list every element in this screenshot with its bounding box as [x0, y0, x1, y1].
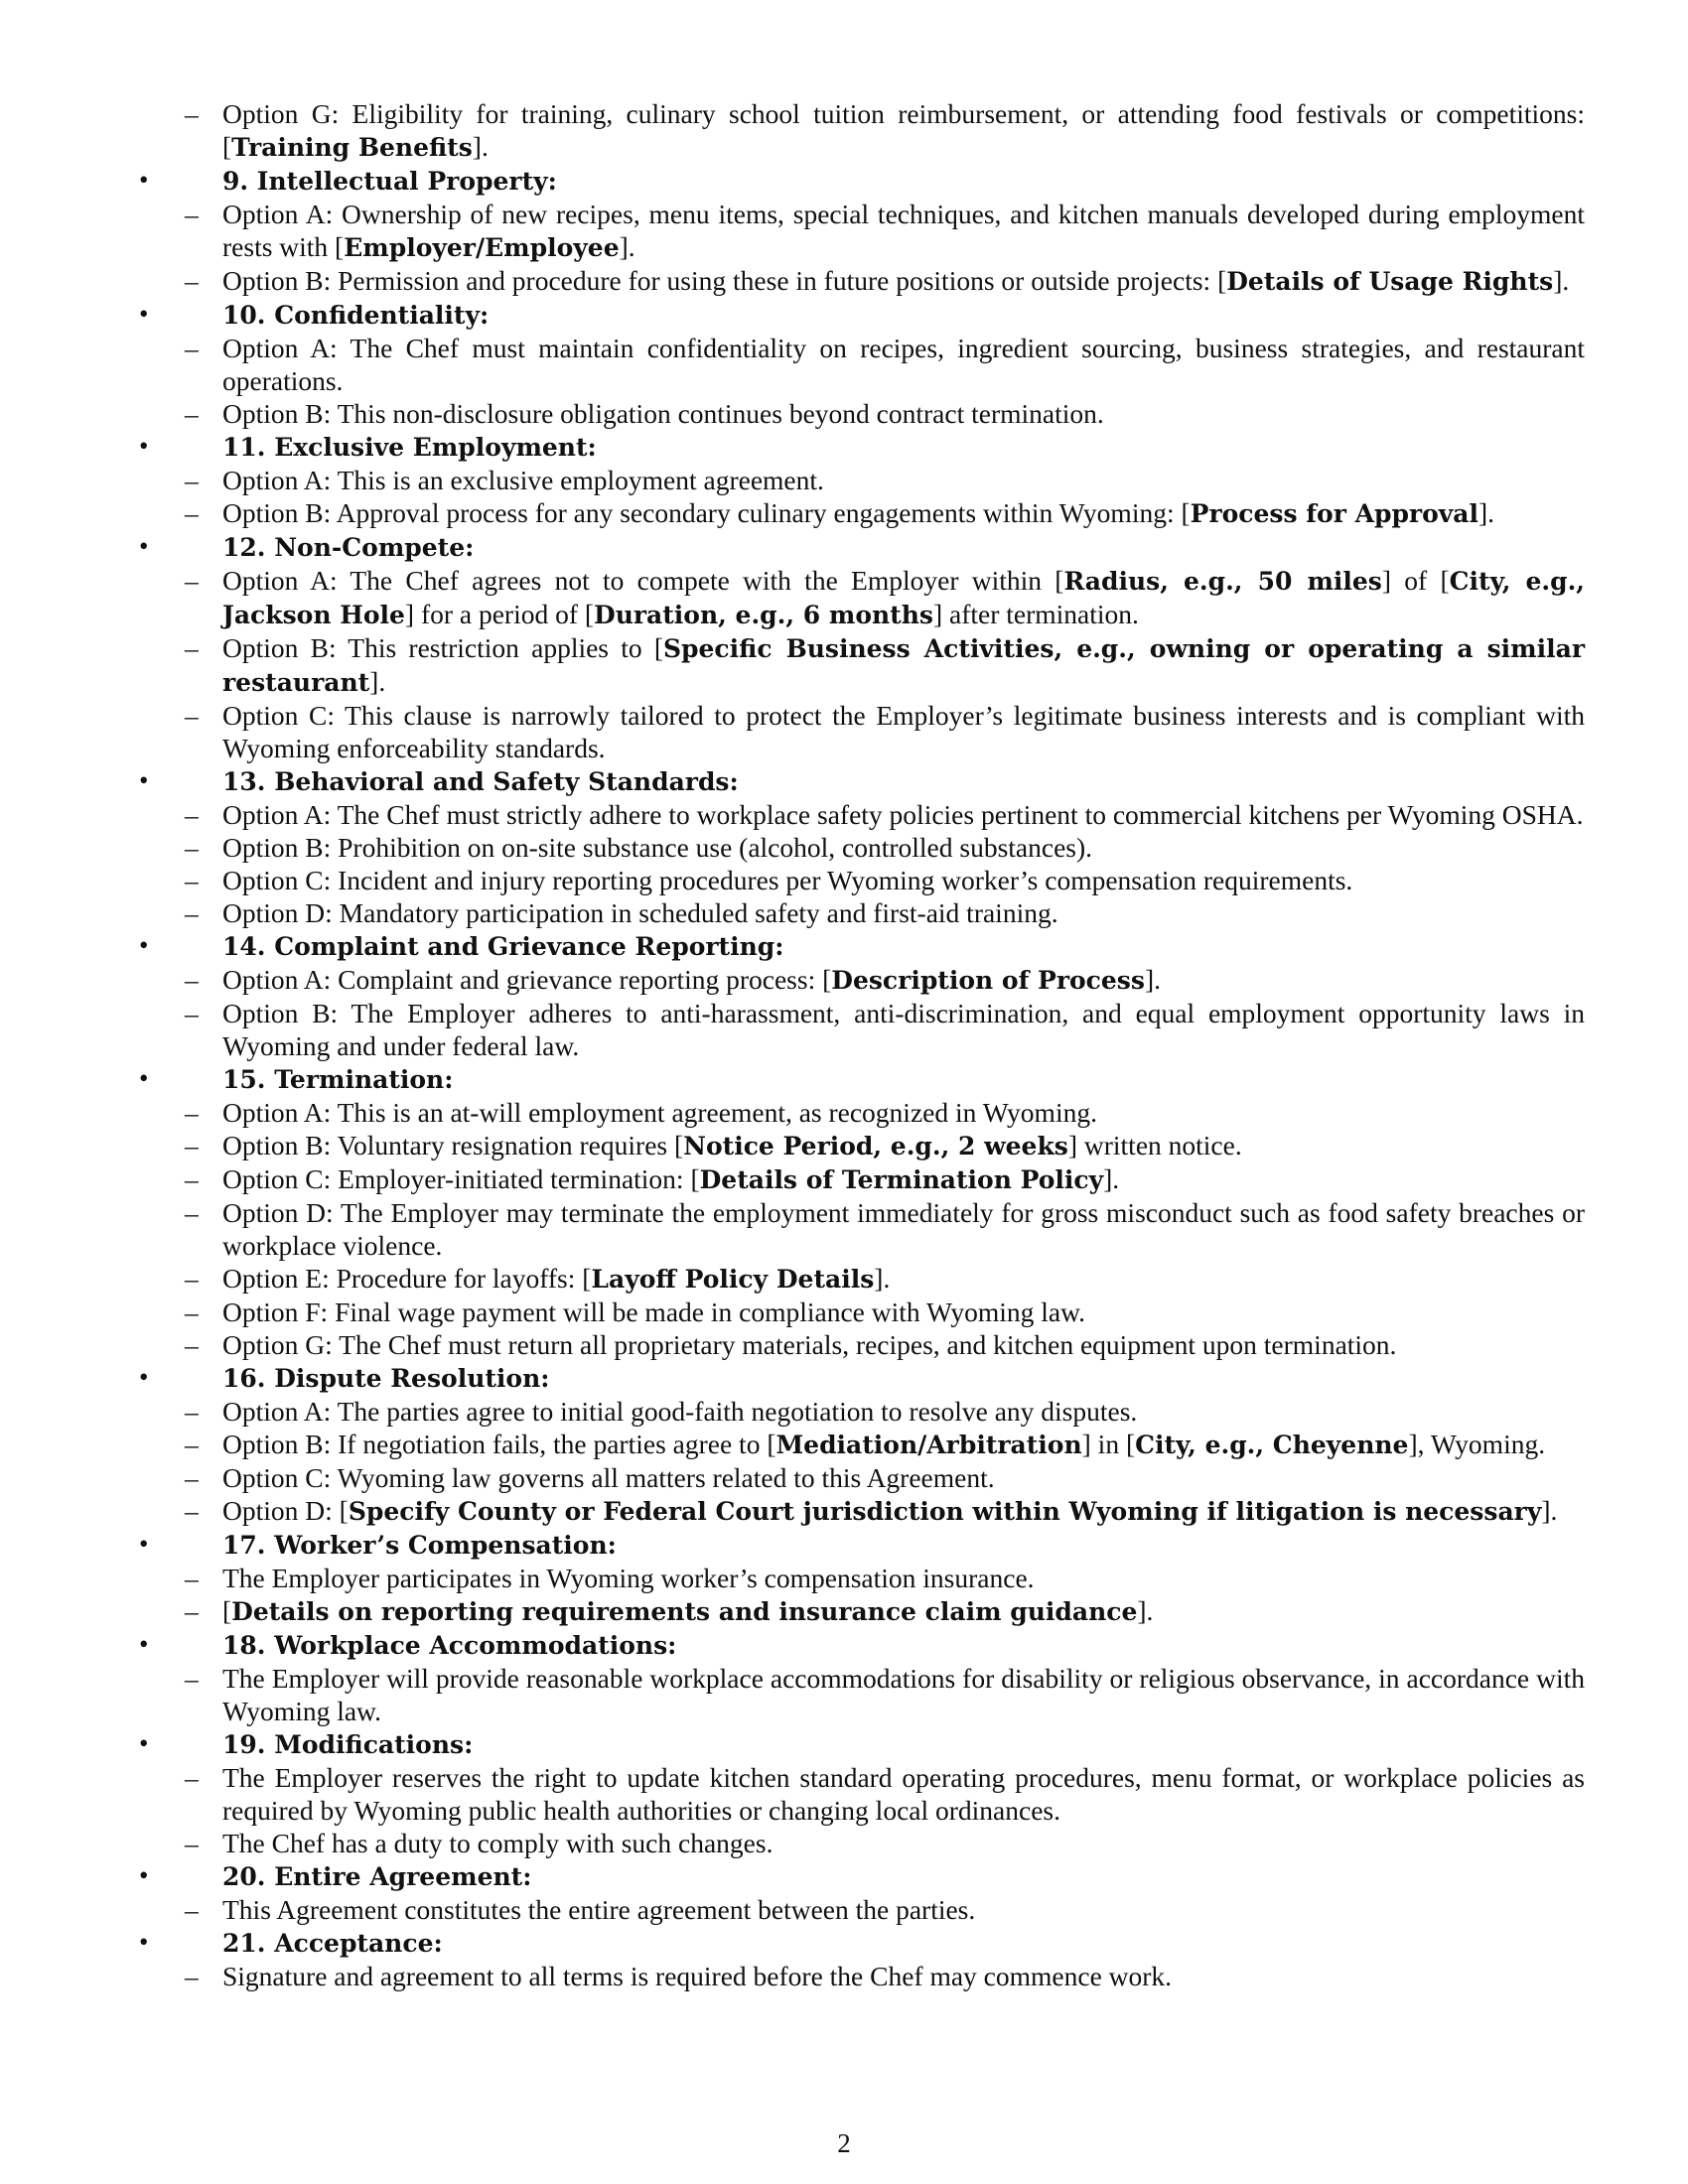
option-segment: Option D: The Employer may terminate the employment immediately for gross misconduct such as food safety breaches or workplace violence.: [222, 1197, 1585, 1261]
section-item: [133, 1361, 1585, 1528]
option-text: [222, 1461, 1585, 1494]
placeholder-field: Specify County or Federal Court jurisdiction within Wyoming if litigation is necessary: [348, 1497, 1542, 1526]
dash-marker: –: [185, 1197, 199, 1228]
placeholder-field: Employer/Employee: [344, 233, 620, 262]
option-segment: Option E: Procedure for layoffs: [: [222, 1263, 592, 1294]
placeholder-field: Process for Approval: [1190, 499, 1478, 528]
bullet-marker: •: [139, 1927, 149, 1957]
option-item: [185, 198, 1585, 264]
option-item: [185, 1461, 1585, 1494]
option-text: [222, 1761, 1585, 1827]
placeholder-field: Duration, e.g., 6 months: [594, 601, 933, 629]
bullet-marker: •: [139, 165, 149, 195]
dash-marker: –: [185, 1961, 199, 1991]
option-text: [222, 1827, 1585, 1859]
section-item: [133, 530, 1585, 764]
option-item: [185, 1494, 1585, 1528]
dash-marker: –: [185, 1495, 199, 1526]
dash-marker: –: [185, 1563, 199, 1593]
option-segment: The Chef has a duty to comply with such changes.: [222, 1828, 774, 1858]
bullet-marker: •: [139, 1728, 149, 1758]
bullet-marker: •: [139, 1629, 149, 1659]
option-text: [222, 1662, 1585, 1727]
option-item: [185, 1196, 1585, 1262]
option-segment: ].: [1541, 1495, 1558, 1526]
option-list: [185, 1096, 1585, 1361]
option-text: [222, 97, 1585, 164]
option-item: [185, 97, 1585, 164]
section-heading: 12. Non-Compete:: [222, 533, 475, 562]
option-text: [222, 1196, 1585, 1262]
option-list: [185, 1761, 1585, 1859]
placeholder-field: Radius, e.g., 50 miles: [1063, 567, 1382, 596]
option-segment: Option B: Approval process for any secondary culinary engagements within Wyoming: [: [222, 497, 1191, 528]
dash-marker: –: [185, 1894, 199, 1925]
option-segment: Option A: The parties agree to initial good-faith negotiation to resolve any disputes.: [222, 1396, 1138, 1427]
bullet-marker: •: [139, 1529, 149, 1559]
option-segment: Option G: The Chef must return all proprietary materials, recipes, and kitchen equipment upon termination.: [222, 1329, 1397, 1360]
option-text: [222, 198, 1585, 264]
section-heading: 11. Exclusive Employment:: [222, 433, 597, 462]
section-item: [133, 1859, 1585, 1926]
sections-list: [133, 97, 1585, 1992]
bullet-marker: •: [139, 1362, 149, 1392]
placeholder-field: Description of Process: [831, 966, 1145, 995]
dash-marker: –: [185, 865, 199, 895]
option-item: [185, 1328, 1585, 1361]
placeholder-field: Details of Usage Rights: [1226, 267, 1554, 296]
option-text: [222, 397, 1585, 430]
placeholder-field: Specific Business Activities, e.g., owning or operating a similar restaurant: [222, 634, 1585, 697]
option-item: [185, 496, 1585, 530]
option-segment: ] written notice.: [1067, 1130, 1242, 1160]
option-segment: Option D: Mandatory participation in scheduled safety and first-aid training.: [222, 897, 1058, 928]
option-segment: Option C: Incident and injury reporting procedures per Wyoming worker’s compensation requirements.: [222, 865, 1353, 895]
option-text: [222, 264, 1585, 298]
option-segment: ].: [472, 131, 489, 162]
section-item: [133, 929, 1585, 1062]
option-list: [185, 564, 1586, 764]
option-item: [185, 831, 1585, 864]
dash-marker: –: [185, 799, 199, 830]
option-segment: ] for a period of [: [404, 599, 595, 629]
dash-marker: –: [185, 1297, 199, 1327]
placeholder-field: Layoff Policy Details: [591, 1265, 875, 1294]
section-item: [133, 1062, 1585, 1361]
bullet-marker: •: [139, 1063, 149, 1093]
bullet-marker: •: [139, 299, 149, 329]
option-segment: Option A: This is an at-will employment agreement, as recognized in Wyoming.: [222, 1097, 1097, 1128]
section-item: [133, 1528, 1585, 1628]
option-segment: ], Wyoming.: [1408, 1429, 1546, 1459]
option-text: [222, 699, 1585, 764]
dash-marker: –: [185, 700, 199, 731]
option-list: [185, 1893, 1585, 1926]
dash-marker: –: [185, 1595, 199, 1626]
option-segment: Option B: If negotiation fails, the parties agree to [: [222, 1429, 776, 1459]
section-item: [133, 1926, 1585, 1992]
placeholder-field: Details of Termination Policy: [699, 1165, 1104, 1194]
option-text: [222, 631, 1585, 699]
option-segment: ].: [369, 666, 386, 697]
option-segment: Option B: Permission and procedure for using these in future positions or outside projects: [: [222, 265, 1227, 296]
option-segment: Option A: The Chef must maintain confidentiality on recipes, ingredient sourcing, business strategies, and restaurant operations.: [222, 333, 1585, 396]
option-item: [185, 963, 1585, 997]
option-text: [222, 864, 1585, 896]
dash-marker: –: [185, 964, 199, 995]
option-text: [222, 963, 1585, 997]
option-list: [185, 464, 1585, 530]
option-item: [185, 1960, 1585, 1992]
option-text: [222, 1893, 1585, 1926]
option-segment: Option F: Final wage payment will be made in compliance with Wyoming law.: [222, 1297, 1086, 1327]
section-heading: 19. Modifications:: [222, 1730, 474, 1759]
section-item: [133, 764, 1585, 929]
option-segment: ] in [: [1081, 1429, 1136, 1459]
section-item: [133, 430, 1585, 530]
option-segment: Option G: Eligibility for training, culinary school tuition reimbursement, or attending food festivals or competitions: [: [222, 98, 1585, 162]
option-segment: Option A: The Chef must strictly adhere to workplace safety policies pertinent to commercial kitchens per Wyoming OSHA.: [222, 799, 1584, 830]
option-segment: Option A: Ownership of new recipes, menu items, special techniques, and kitchen manuals developed during employment rests with [: [222, 199, 1585, 262]
dash-marker: –: [185, 998, 199, 1028]
option-text: [222, 464, 1585, 496]
section-heading: 9. Intellectual Property:: [222, 167, 557, 196]
section-heading: 10. Confidentiality:: [222, 301, 490, 330]
option-item: [185, 1296, 1585, 1328]
option-segment: Option C: This clause is narrowly tailored to protect the Employer’s legitimate business interests and is compliant with Wyoming enforceability standards.: [222, 700, 1585, 763]
option-text: [222, 1594, 1585, 1628]
dash-marker: –: [185, 1163, 199, 1194]
option-segment: Option B: The Employer adheres to anti-harassment, anti-discrimination, and equal employment opportunity laws in Wyoming and under federal law.: [222, 998, 1585, 1061]
option-list: [185, 798, 1585, 929]
option-segment: ].: [874, 1263, 891, 1294]
option-segment: Option D: [: [222, 1495, 349, 1526]
option-item: [185, 1594, 1585, 1628]
option-item: [185, 798, 1585, 831]
option-segment: The Employer will provide reasonable workplace accommodations for disability or religious observance, in accordance with Wyoming law.: [222, 1663, 1585, 1726]
dash-marker: –: [185, 398, 199, 429]
option-item: [185, 997, 1585, 1062]
section-item: [133, 164, 1585, 298]
option-item: [185, 864, 1585, 896]
option-item: [185, 1162, 1585, 1196]
option-text: [222, 1328, 1585, 1361]
dash-marker: –: [185, 497, 199, 528]
option-segment: Option A: Complaint and grievance reporting process: [: [222, 964, 832, 995]
option-list: [185, 198, 1585, 298]
bullet-marker: •: [139, 765, 149, 795]
dash-marker: –: [185, 199, 199, 229]
option-segment: Option C: Employer-initiated termination: [: [222, 1163, 700, 1194]
placeholder-field: Training Benefits: [231, 133, 473, 162]
option-segment: Option B: Voluntary resignation requires [: [222, 1130, 684, 1160]
option-text: [222, 332, 1585, 397]
page-number: 2: [837, 2128, 851, 2158]
option-text: [222, 1262, 1585, 1296]
option-text: [222, 1960, 1585, 1992]
dash-marker: –: [185, 333, 199, 363]
option-segment: Option A: The Chef agrees not to compete with the Employer within [: [222, 565, 1064, 596]
continued-section: [133, 97, 1585, 164]
option-list: [185, 1562, 1585, 1628]
option-segment: ].: [1478, 497, 1495, 528]
option-item: [185, 1827, 1585, 1859]
option-segment: Option A: This is an exclusive employment agreement.: [222, 465, 824, 495]
option-item: [185, 896, 1585, 929]
option-item: [185, 1262, 1585, 1296]
placeholder-field: City, e.g., Cheyenne: [1135, 1431, 1409, 1459]
option-segment: Option B: Prohibition on on-site substance use (alcohol, controlled substances).: [222, 832, 1093, 863]
option-segment: ].: [1103, 1163, 1120, 1194]
section-item: [133, 298, 1585, 430]
dash-marker: –: [185, 1329, 199, 1360]
option-segment: [: [222, 1595, 232, 1626]
placeholder-field: Notice Period, e.g., 2 weeks: [683, 1132, 1068, 1160]
placeholder-field: City, e.g., Jackson Hole: [222, 567, 1586, 629]
option-segment: The Employer reserves the right to update kitchen standard operating procedures, menu format, or workplace policies as required by Wyoming public health authorities or changing local ordinances.: [222, 1762, 1585, 1826]
option-text: [222, 997, 1585, 1062]
dash-marker: –: [185, 1828, 199, 1858]
dash-marker: –: [185, 565, 199, 596]
option-segment: ].: [1137, 1595, 1154, 1626]
placeholder-field: Mediation/Arbitration: [775, 1431, 1082, 1459]
option-text: [222, 896, 1585, 929]
option-text: [222, 1096, 1585, 1129]
option-text: [222, 1494, 1585, 1528]
option-item: [185, 1428, 1585, 1461]
option-item: [185, 1096, 1585, 1129]
option-segment: This Agreement constitutes the entire agreement between the parties.: [222, 1894, 976, 1925]
option-segment: ].: [1144, 964, 1161, 995]
option-item: [185, 564, 1585, 631]
dash-marker: –: [185, 265, 199, 296]
option-segment: Option B: This restriction applies to [: [222, 632, 663, 663]
option-item: [185, 264, 1585, 298]
option-segment: Option B: This non-disclosure obligation continues beyond contract termination.: [222, 398, 1104, 429]
option-item: [185, 1662, 1585, 1727]
option-text: [222, 1129, 1585, 1162]
option-text: [222, 1162, 1585, 1196]
dash-marker: –: [185, 632, 199, 663]
dash-marker: –: [185, 465, 199, 495]
document-body: [133, 97, 1585, 1992]
dash-marker: –: [185, 897, 199, 928]
section-heading: 17. Worker’s Compensation:: [222, 1531, 617, 1560]
dash-marker: –: [185, 98, 199, 129]
option-segment: ] of [: [1381, 565, 1450, 596]
option-text: [222, 831, 1585, 864]
section-heading: 14. Complaint and Grievance Reporting:: [222, 932, 784, 961]
option-item: [185, 397, 1585, 430]
placeholder-field: Details on reporting requirements and insurance claim guidance: [231, 1597, 1138, 1626]
option-item: [185, 1893, 1585, 1926]
section-heading: 15. Termination:: [222, 1065, 454, 1094]
section-heading: 21. Acceptance:: [222, 1929, 443, 1958]
option-list: [185, 332, 1585, 430]
option-list: [185, 1395, 1585, 1528]
option-item: [185, 1129, 1585, 1162]
section-item: [133, 1628, 1585, 1727]
option-item: [185, 464, 1585, 496]
section-item: [133, 1727, 1585, 1859]
dash-marker: –: [185, 1663, 199, 1694]
dash-marker: –: [185, 1396, 199, 1427]
option-text: [222, 1395, 1585, 1428]
option-item: [185, 332, 1585, 397]
option-segment: ].: [1553, 265, 1570, 296]
option-item: [185, 1562, 1585, 1594]
dash-marker: –: [185, 1263, 199, 1294]
option-item: [185, 699, 1585, 764]
option-list: [185, 1662, 1585, 1727]
option-list: [185, 963, 1585, 1062]
option-text: [222, 1296, 1585, 1328]
option-text: [222, 1428, 1585, 1461]
option-item: [185, 1761, 1585, 1827]
bullet-marker: •: [139, 431, 149, 461]
option-segment: ].: [619, 231, 635, 262]
option-segment: ] after termination.: [932, 599, 1139, 629]
option-text: [222, 496, 1585, 530]
option-item: [185, 631, 1585, 699]
dash-marker: –: [185, 1429, 199, 1459]
option-segment: The Employer participates in Wyoming worker’s compensation insurance.: [222, 1563, 1035, 1593]
section-heading: 16. Dispute Resolution:: [222, 1364, 550, 1393]
option-text: [222, 564, 1585, 631]
section-heading: 13. Behavioral and Safety Standards:: [222, 767, 739, 796]
dash-marker: –: [185, 1097, 199, 1128]
option-text: [222, 1562, 1585, 1594]
option-segment: Option C: Wyoming law governs all matters related to this Agreement.: [222, 1462, 995, 1493]
dash-marker: –: [185, 832, 199, 863]
option-segment: Signature and agreement to all terms is required before the Chef may commence work.: [222, 1961, 1173, 1991]
bullet-marker: •: [139, 531, 149, 561]
dash-marker: –: [185, 1762, 199, 1793]
bullet-marker: •: [139, 930, 149, 960]
dash-marker: –: [185, 1462, 199, 1493]
option-text: [222, 798, 1585, 831]
dash-marker: –: [185, 1130, 199, 1160]
option-list: [185, 1960, 1585, 1992]
section-heading: 20. Entire Agreement:: [222, 1862, 532, 1891]
option-list: [185, 97, 1585, 164]
bullet-marker: •: [139, 1860, 149, 1890]
section-heading: 18. Workplace Accommodations:: [222, 1631, 677, 1660]
option-item: [185, 1395, 1585, 1428]
